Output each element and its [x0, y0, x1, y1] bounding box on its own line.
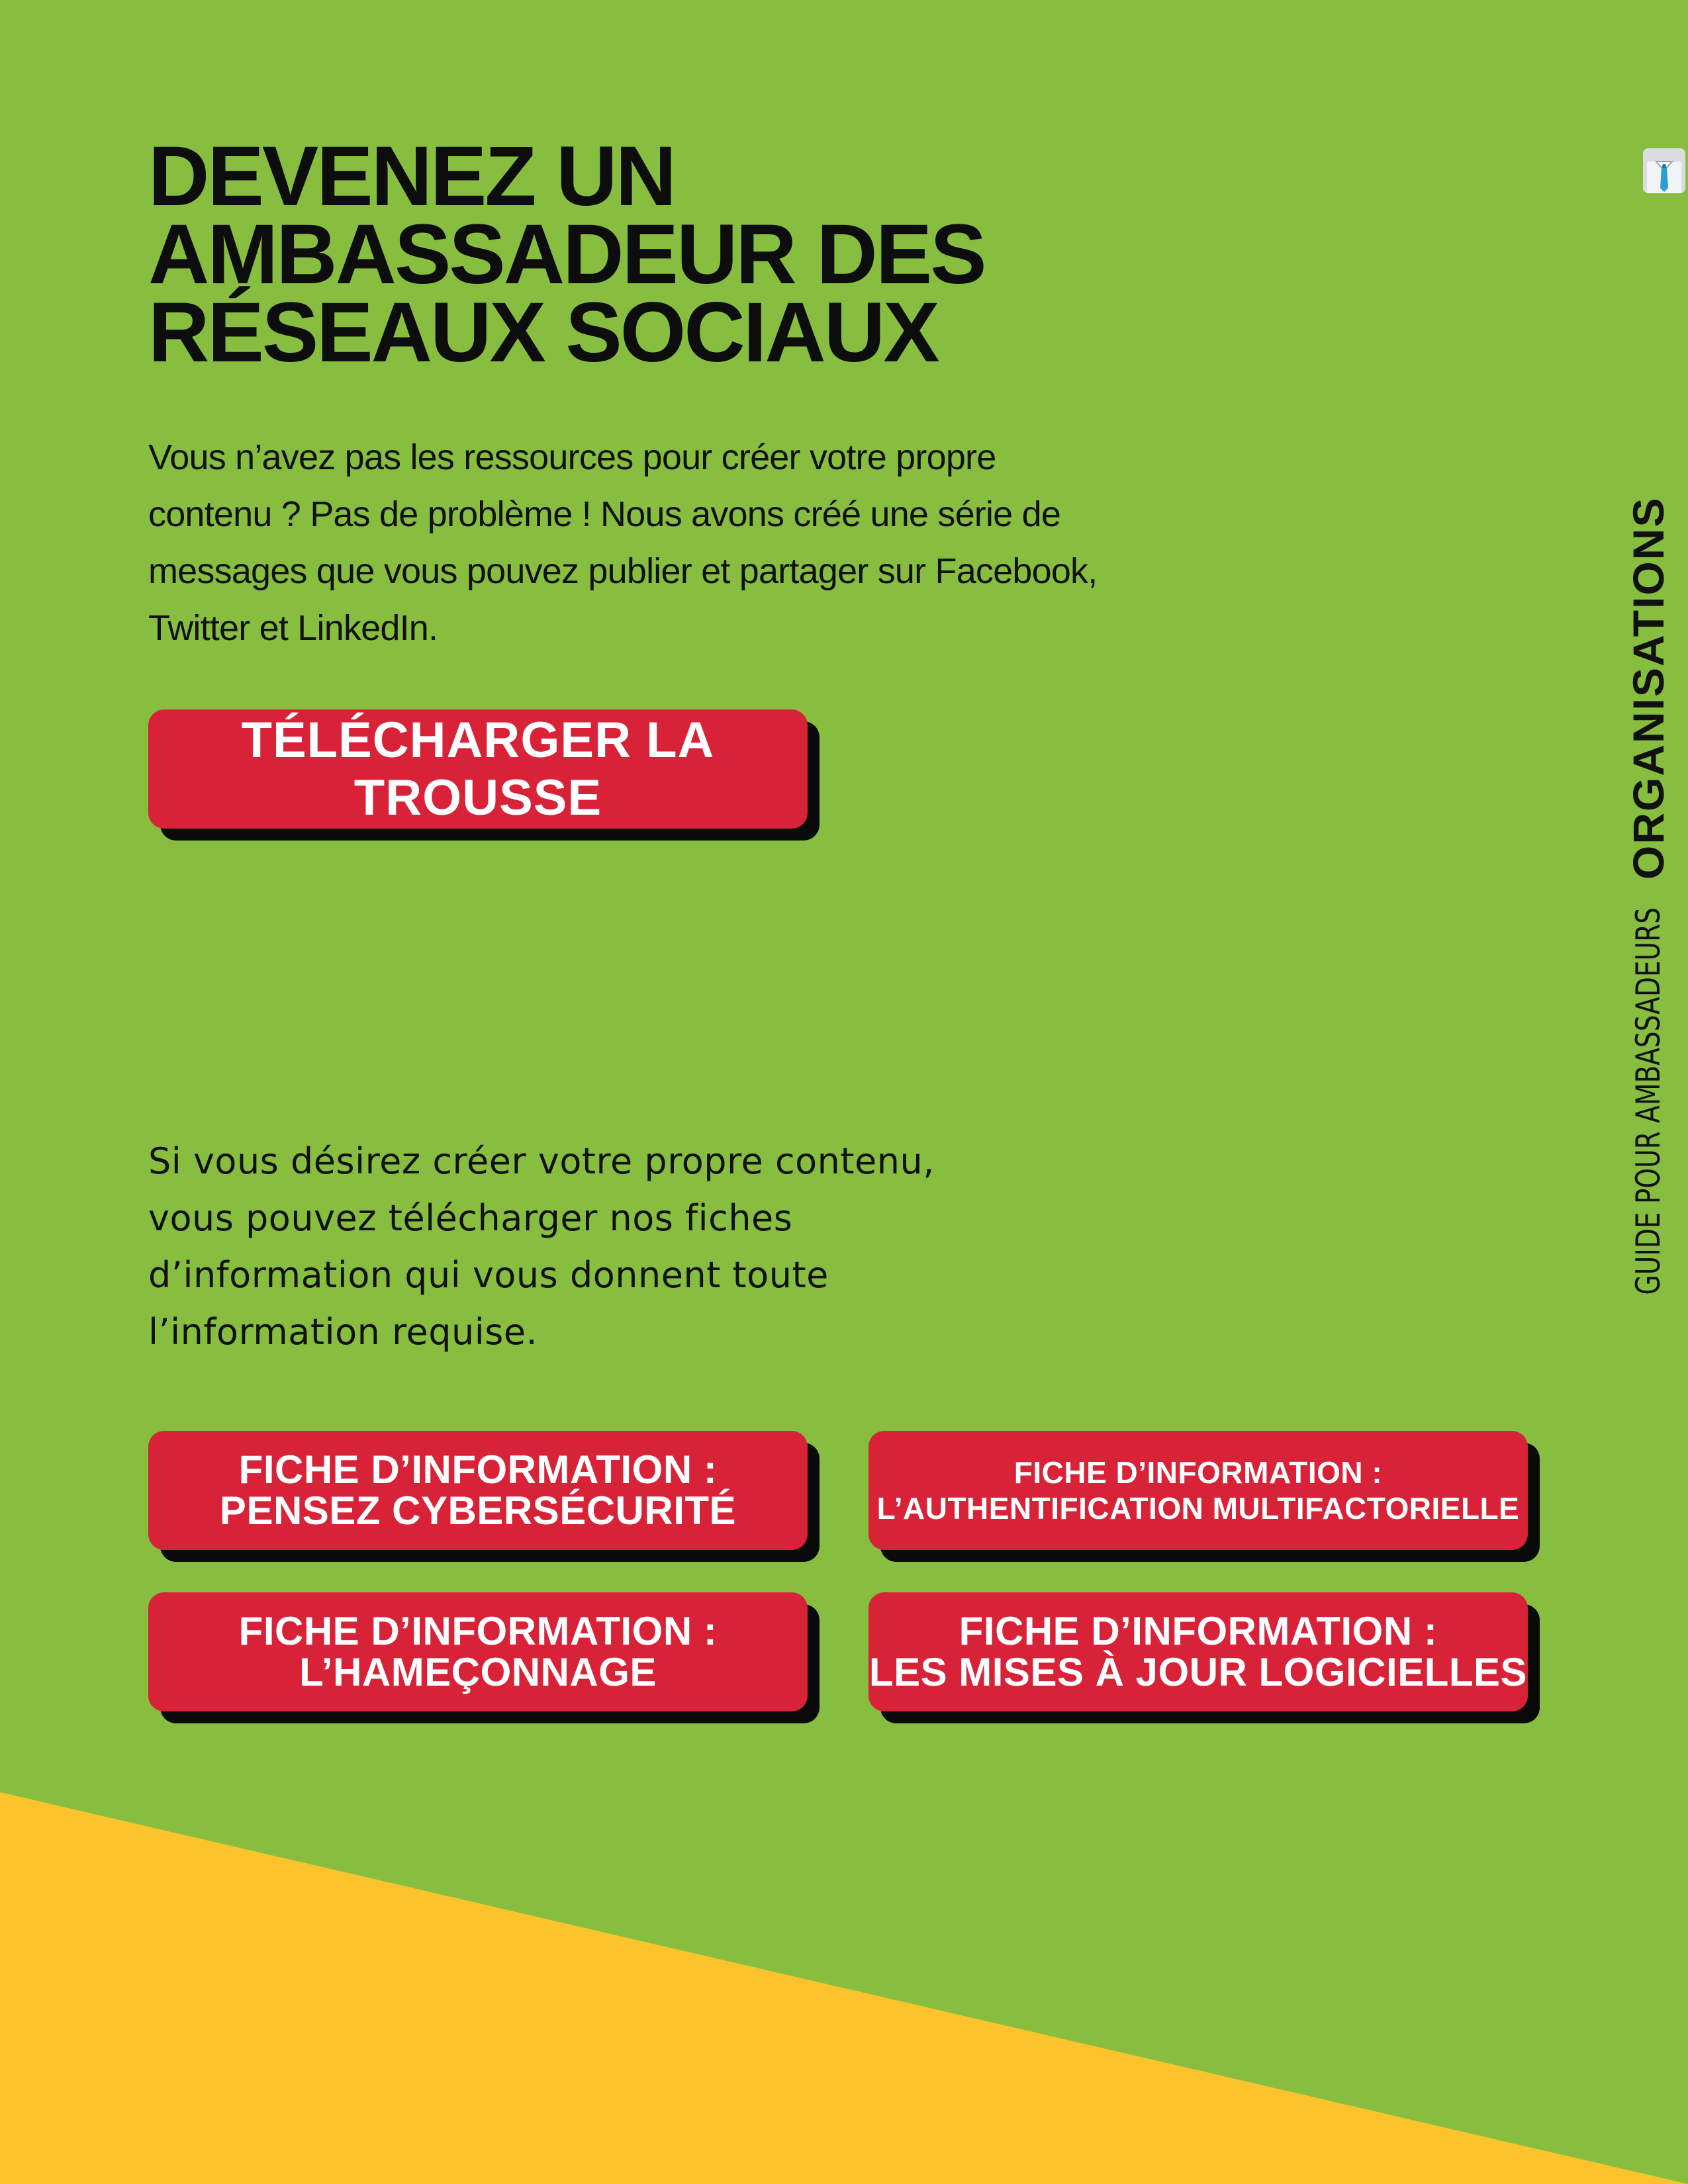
fact-sheet-cybersecurity-button[interactable]: [148, 1431, 808, 1550]
side-label-organisations: ORGANISATIONS: [1624, 496, 1673, 880]
title-line-2: AMBASSADEUR DES: [148, 207, 985, 302]
fact-sheet-mfa-button[interactable]: [868, 1431, 1528, 1550]
fact-sheet-label-line-1: FICHE D’INFORMATION :: [238, 1609, 718, 1653]
title-line-3: RÉSEAUX SOCIAUX: [148, 285, 938, 380]
page-title: [148, 129, 1141, 380]
fact-sheet-label-line-1: FICHE D’INFORMATION :: [959, 1609, 1438, 1653]
side-label-guide: GUIDE POUR AMBASSADEURS: [1629, 907, 1667, 1295]
fact-sheet-label-line-2: PENSEZ CYBERSÉCURITÉ: [219, 1488, 737, 1533]
fact-sheet-software-updates-button[interactable]: [868, 1592, 1528, 1711]
fact-sheet-label-line-1: FICHE D’INFORMATION :: [1013, 1455, 1383, 1490]
fact-sheet-label-line-2: L’AUTHENTIFICATION MULTIFACTORIELLE: [876, 1491, 1520, 1525]
intro-paragraph: Vous n’avez pas les ressources pour créer votre propre contenu ? Pas de problème ! Nous avons créé une série de messages que vous pouvez publier et partager sur Facebook, Twitter et LinkedIn.: [148, 437, 1098, 648]
fact-sheet-phishing-button[interactable]: [148, 1592, 808, 1711]
fact-sheet-label-line-2: LES MISES À JOUR LOGICIELLES: [868, 1650, 1528, 1694]
download-kit-label: TÉLÉCHARGER LA TROUSSE: [241, 712, 715, 826]
title-line-1: DEVENEZ UN: [148, 129, 675, 224]
fact-sheet-label-line-2: L’HAMEÇONNAGE: [299, 1650, 657, 1694]
download-kit-button[interactable]: [148, 709, 808, 829]
side-guide-label: [1622, 496, 1675, 1295]
fact-sheet-label-line-1: FICHE D’INFORMATION :: [238, 1447, 718, 1492]
ambassador-shirt-icon: [1643, 148, 1685, 193]
body-paragraph: Si vous désirez créer votre propre contenu, vous pouvez télécharger nos fiches d’information qui vous donnent toute l’information requise.: [148, 1140, 935, 1353]
